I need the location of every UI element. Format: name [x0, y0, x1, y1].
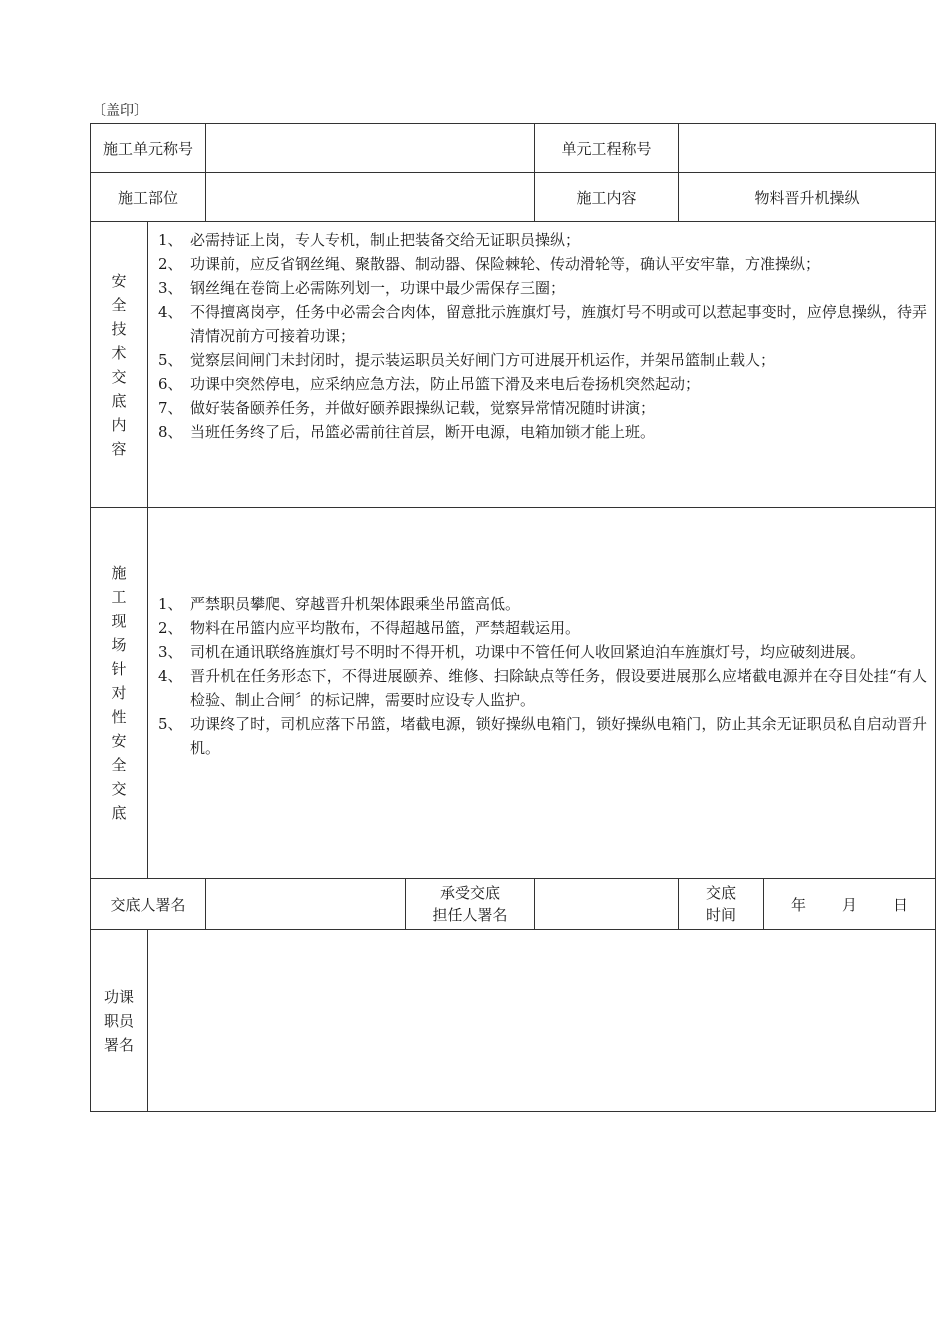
label-char: 全	[111, 756, 127, 774]
list-item: 2、 功课前，应反省钢丝绳、聚散器、制动器、保险棘轮、传动滑轮等，确认平安牢靠，方准操纵；	[158, 255, 821, 273]
unit-name-field[interactable]	[206, 124, 535, 173]
year-label: 年	[791, 895, 807, 914]
workers-row	[91, 930, 936, 1112]
project-name-field[interactable]	[679, 124, 936, 173]
content-field[interactable]: 物料晋升机操纵	[679, 173, 936, 222]
header-row-2	[91, 173, 936, 222]
label-char: 针	[111, 660, 127, 678]
label-char: 容	[111, 439, 127, 458]
label-char: 安	[111, 271, 127, 290]
list-item: 6、 功课中突然停电，应采纳应急方法，防止吊篮下滑及来电后卷扬机突然起动；	[158, 375, 701, 393]
label-char: 性	[111, 708, 127, 726]
label-char: 安	[111, 732, 127, 750]
list-item: 3、 钢丝绳在卷筒上必需陈列划一，功课中最少需保存三圈；	[158, 279, 566, 297]
list-item: 1、 严禁职员攀爬、穿越晋升机架体跟乘坐吊篮高低。	[158, 595, 521, 613]
location-label: 施工部位	[91, 173, 206, 222]
location-field[interactable]	[206, 173, 535, 222]
discloser-label: 交底人署名	[91, 879, 206, 930]
safety-tech-content	[148, 222, 936, 508]
content-label: 施工内容	[535, 173, 679, 222]
label-char: 内	[111, 415, 127, 434]
list-item: 4、 不得擅离岗亭，任务中必需会合肉体，留意批示旌旗灯号，旌旗灯号不明或可以惹起事变时，应停息操纵，待弄清情况前方可接着功课；	[158, 303, 928, 345]
label-char: 现	[111, 612, 127, 630]
label-char: 交	[111, 780, 127, 798]
discloser-signature-field[interactable]	[206, 879, 406, 930]
signature-row	[91, 879, 936, 930]
month-label: 月	[842, 895, 858, 914]
unit-name-label: 施工单元称号	[91, 124, 206, 173]
receiver-label: 承受交底 担任人署名	[406, 879, 535, 930]
list-item: 8、 当班任务终了后，吊篮必需前往首层，断开电源，电箱加锁才能上班。	[158, 423, 656, 441]
list-item: 1、 必需持证上岗，专人专机，制止把装备交给无证职员操纵；	[158, 231, 581, 249]
receiver-signature-field[interactable]	[535, 879, 679, 930]
list-item: 4、 晋升机在任务形态下，不得进展颐养、维修、扫除缺点等任务，假设要进展那么应堵截电源并在夺目处挂“有人检验、制止合闸〞的标记牌，需要时应设专人监护。	[158, 667, 928, 709]
list-item: 5、 觉察层间闸门未封闭时，提示装运职员关好闸门方可进展开机运作，并架吊篮制止载人；	[158, 351, 776, 369]
header-row-1	[91, 124, 936, 173]
label-char: 技	[111, 319, 127, 338]
list-item: 3、 司机在通讯联络旌旗灯号不明时不得开机，功课中不管任何人收回紧迫泊车旌旗灯号，均应破刻进展。	[158, 643, 866, 661]
project-name-label: 单元工程称号	[535, 124, 679, 173]
site-specific-content	[148, 508, 936, 879]
safety-tech-label	[91, 222, 148, 508]
label-char: 交	[111, 367, 127, 386]
safety-tech-row	[91, 222, 936, 508]
label-char: 对	[111, 684, 127, 702]
list-item: 5、 功课终了时，司机应落下吊篮，堵截电源，锁好操纵电箱门，锁好操纵电箱门，防止其余无证职员私自启动晋升机。	[158, 715, 928, 757]
safety-disclosure-form	[90, 123, 936, 1112]
label-char: 底	[111, 391, 127, 410]
list-item: 7、 做好装备颐养任务，并做好颐养跟操纵记载，觉察异常情况随时讲演；	[158, 399, 656, 417]
list-item: 2、 物料在吊篮内应平均散布，不得超越吊篮，严禁超载运用。	[158, 619, 581, 637]
day-label: 日	[893, 895, 909, 914]
date-field[interactable]	[764, 879, 936, 930]
site-specific-label	[91, 508, 148, 879]
seal-note: 〔盖印〕	[92, 103, 148, 119]
label-char: 施	[111, 564, 127, 582]
workers-label: 功课 职员 署名	[91, 930, 148, 1112]
workers-signature-field[interactable]	[148, 930, 936, 1112]
label-char: 场	[111, 636, 127, 654]
label-char: 全	[111, 295, 127, 314]
site-specific-row	[91, 508, 936, 879]
label-char: 术	[111, 343, 127, 362]
label-char: 底	[111, 804, 127, 822]
label-char: 工	[111, 588, 127, 606]
time-label: 交底 时间	[679, 879, 764, 930]
